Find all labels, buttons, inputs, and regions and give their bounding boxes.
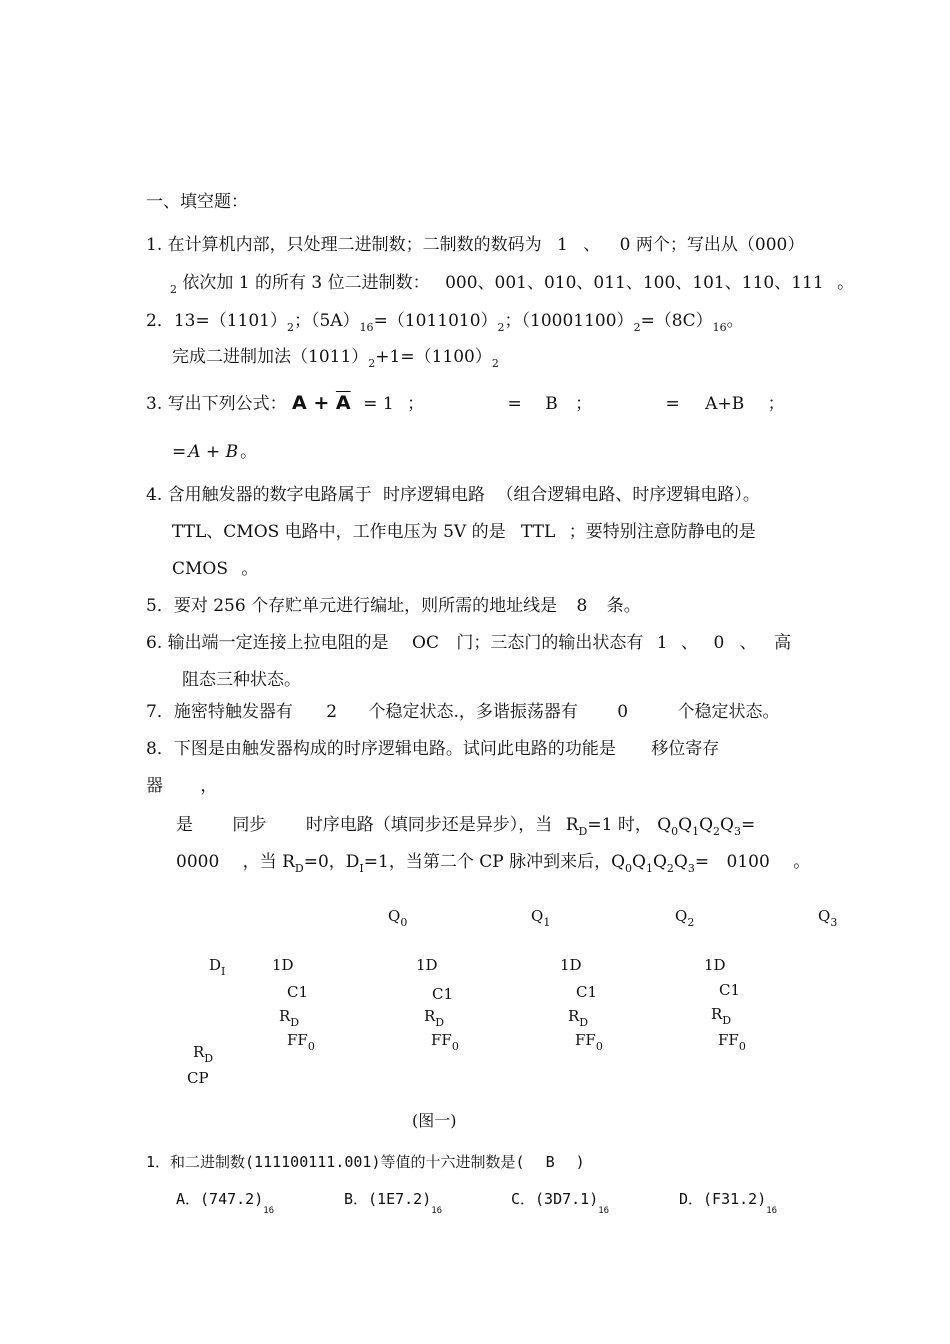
q3-answer-3: A+B xyxy=(705,394,745,414)
q5-line xyxy=(146,596,641,616)
ff3-r-label: $R_D$ xyxy=(711,1005,732,1027)
q6-line2: 阻态三种状态。 xyxy=(182,670,301,690)
q8-answer-4: 0100 xyxy=(726,852,770,872)
mc1-close: ) xyxy=(575,1153,585,1171)
q8-q: Q xyxy=(652,852,667,872)
q8-q: Q xyxy=(720,815,734,835)
rd-input-label: $R_D$ xyxy=(193,1043,214,1065)
q8-q: Q xyxy=(673,852,688,872)
ff1-r-label: $R_D$ xyxy=(424,1007,445,1029)
q3-lead: 3. 写出下列公式： xyxy=(146,394,287,414)
q0-label: $Q_0$ xyxy=(388,907,408,929)
mc1-stem-text: 1．和二进制数(111100111.001)等值的十六进制数是( xyxy=(146,1153,525,1171)
mc1-option-b: B．$(1E7.2)_{16}$ xyxy=(344,1190,443,1216)
q2-sub: 2 xyxy=(491,357,499,370)
q2-line2-text: +1=（1100） xyxy=(375,347,492,367)
q2-sub: 2 xyxy=(286,321,294,334)
q8-sub: 3 xyxy=(733,825,741,838)
q8-sub: 2 xyxy=(666,862,674,875)
q4-answer-1: 时序逻辑电路 xyxy=(383,485,486,505)
q8-sub: 0 xyxy=(625,862,633,875)
q1-text-b: 两个；写出从（000） xyxy=(635,235,805,255)
q1-subscript: 2 xyxy=(170,283,177,296)
q6-sep: 、 xyxy=(739,633,757,653)
q8-sub: 3 xyxy=(687,862,695,875)
q8-line2 xyxy=(146,776,217,796)
q3-label: $Q_3$ xyxy=(818,907,838,929)
mc1-option-a: A．$(747.2)_{16}$ xyxy=(176,1190,275,1216)
q2-line2-text: 完成二进制加法（1011） xyxy=(172,347,369,367)
q8-di-sub: I xyxy=(359,862,364,875)
ff1-d-label: 1D xyxy=(416,956,438,974)
q5-text: 5．要对 256 个存贮单元进行编址，则所需的地址线是 xyxy=(146,596,558,616)
q1-line2 xyxy=(170,273,855,296)
q8-q: Q xyxy=(699,815,714,835)
q2-sub: 2 xyxy=(497,321,505,334)
q1-text-c: 依次加 1 的所有 3 位二进制数： xyxy=(182,273,430,293)
q4-line2-text-b: ；要特别注意防静电的是 xyxy=(568,522,756,542)
q2-line1 xyxy=(146,311,744,334)
q3-l2-formula: A + B xyxy=(188,442,239,462)
ff1-c-label: C1 xyxy=(432,985,454,1003)
figure-caption: (图一) xyxy=(412,1111,457,1130)
q2-part: =（1011010） xyxy=(373,311,498,331)
q8-line3-text-b: 时序电路（填同步还是异步），当 xyxy=(305,815,553,835)
q3-l2-eq: = xyxy=(172,442,187,462)
q1-end: 。 xyxy=(837,273,855,293)
section-title: 一、填空题： xyxy=(146,192,248,212)
q3-formula xyxy=(292,392,357,414)
q8-text: 8．下图是由触发器构成的时序逻辑电路。试问此电路的功能是 xyxy=(146,739,616,759)
q6-line1 xyxy=(146,633,791,653)
q3-answer-2: B xyxy=(545,394,558,414)
mc1-option-c: C．$(3D7.1)_{16}$ xyxy=(511,1190,610,1216)
q7-answer-2: 0 xyxy=(617,702,629,722)
q8-answer-3: 0000 xyxy=(176,852,220,872)
q4-line2 xyxy=(172,522,756,542)
q8-eq: = xyxy=(740,815,756,835)
q8-answer-2: 同步 xyxy=(232,815,267,835)
q6-answer-4: 高 xyxy=(774,633,792,653)
q7-line xyxy=(146,702,780,722)
q3-formula-a: A xyxy=(292,392,307,414)
q8-line4-text: ，当 R xyxy=(242,852,295,872)
q8-line4-text-c: =1，当第二个 CP 脉冲到来后， xyxy=(363,852,612,872)
q6-answer-2: 1 xyxy=(656,633,668,653)
q8-rd-sub: D xyxy=(578,825,588,838)
q6-text-b: 门；三态门的输出状态有 xyxy=(456,633,644,653)
q2-part: =（8C） xyxy=(640,311,713,331)
q2-sub: 2 xyxy=(633,321,641,334)
mc1-answer: B xyxy=(545,1153,555,1171)
ff2-c-label: C1 xyxy=(576,983,598,1001)
cp-input-label: CP xyxy=(187,1069,209,1087)
q8-line4-text-b: =0，D xyxy=(303,852,360,872)
q1-text: 1. 在计算机内部，只处理二进制数；二制数的数码为 xyxy=(146,235,542,255)
q5-end: 条。 xyxy=(606,596,641,616)
q8-q: Q xyxy=(611,852,626,872)
q2-line2 xyxy=(172,347,499,370)
q6-answer-3: 0 xyxy=(713,633,725,653)
ff0-name-label: $FF_0$ xyxy=(287,1031,315,1053)
q3-line1 xyxy=(146,393,785,414)
q8-sub: 1 xyxy=(645,862,653,875)
ff0-r-label: $R_D$ xyxy=(279,1007,300,1029)
ff1-name-label: $FF_0$ xyxy=(431,1031,459,1053)
q3-formula-plus: + xyxy=(313,392,330,414)
q2-part: 。 xyxy=(726,311,744,331)
q8-answer-1-cont: 器 xyxy=(146,776,163,796)
q8-sub: 0 xyxy=(671,825,679,838)
q2-part: 2．13=（1101） xyxy=(146,311,287,331)
q8-line3-text-c: =1 时， xyxy=(587,815,652,835)
q8-comma: ， xyxy=(200,776,218,796)
q1-sep: 、 xyxy=(583,235,601,255)
q8-q: Q xyxy=(657,815,672,835)
ff2-d-label: 1D xyxy=(560,956,582,974)
q2-label: $Q_2$ xyxy=(675,907,695,929)
q3-line2 xyxy=(172,442,257,462)
ff3-d-label: 1D xyxy=(704,956,726,974)
mc1-stem xyxy=(146,1152,585,1172)
q2-sub: 2 xyxy=(368,357,376,370)
q8-rd-sub: D xyxy=(294,862,304,875)
q4-line1 xyxy=(146,485,760,505)
q2-part: ；（5A） xyxy=(293,311,360,331)
q1-answer-1: 1 xyxy=(557,235,568,255)
q4-text-b: （组合逻辑电路、时序逻辑电路）。 xyxy=(496,485,760,505)
ff0-d-label: 1D xyxy=(272,956,294,974)
q3-formula-a-bar: $\overline{A}$ xyxy=(335,392,351,414)
q3-eq2: = xyxy=(507,394,522,414)
q8-end: 。 xyxy=(793,852,811,872)
q7-text: 7．施密特触发器有 xyxy=(146,702,293,722)
q6-sep: 、 xyxy=(681,633,699,653)
q4-line2-text: TTL、CMOS 电路中，工作电压为 5V 的是 xyxy=(172,522,506,542)
q1-answer-sequence: 000、001、010、011、100、101、110、111 xyxy=(445,273,824,293)
q8-rd: R xyxy=(565,815,579,835)
q3-eq3: = xyxy=(665,394,680,414)
q5-answer: 8 xyxy=(576,596,588,616)
q8-line1 xyxy=(146,739,719,759)
q6-answer-1: OC xyxy=(412,633,439,653)
q3-semi: ； xyxy=(767,394,785,414)
q7-end: 个稳定状态。 xyxy=(677,702,780,722)
q1-label: $Q_1$ xyxy=(531,907,551,929)
q2-sub: 16 xyxy=(359,321,374,334)
ff0-c-label: C1 xyxy=(287,983,309,1001)
q3-eq1: = 1 xyxy=(363,394,394,414)
q1-answer-0: 0 xyxy=(619,235,631,255)
q3-semi: ； xyxy=(575,394,593,414)
q8-sub: 2 xyxy=(713,825,721,838)
q8-eq: = xyxy=(694,852,710,872)
ff3-name-label: $FF_0$ xyxy=(718,1031,746,1053)
ff2-r-label: $R_D$ xyxy=(568,1007,589,1029)
q8-line4 xyxy=(176,852,811,875)
ff3-c-label: C1 xyxy=(719,981,741,999)
q4-text: 4. 含用触发器的数字电路属于 xyxy=(146,485,372,505)
q4-line3 xyxy=(172,559,258,579)
q8-sub: 1 xyxy=(692,825,700,838)
q4-end: 。 xyxy=(241,559,259,579)
ff2-name-label: $FF_0$ xyxy=(575,1031,603,1053)
q3-semi: ； xyxy=(407,394,425,414)
q7-text-b: 个稳定状态.，多谐振荡器有 xyxy=(368,702,578,722)
q4-answer-3: CMOS xyxy=(172,559,228,579)
q8-q: Q xyxy=(632,852,646,872)
q4-answer-2: TTL xyxy=(521,522,556,542)
q8-q: Q xyxy=(678,815,693,835)
q6-text: 6. 输出端一定连接上拉电阻的是 xyxy=(146,633,389,653)
q8-line3-text: 是 xyxy=(176,815,193,835)
q1-line1 xyxy=(146,235,804,255)
mc1-option-d: D．$(F31.2)_{16}$ xyxy=(679,1190,778,1216)
q7-answer-1: 2 xyxy=(326,702,338,722)
q8-line3 xyxy=(176,815,756,838)
q8-answer-1: 移位寄存 xyxy=(651,739,720,759)
q3-l2-end: 。 xyxy=(240,442,258,462)
q2-sub: 16 xyxy=(712,321,727,334)
q2-part: ；（10001100） xyxy=(504,311,634,331)
di-input-label: $D_I$ xyxy=(209,956,226,978)
